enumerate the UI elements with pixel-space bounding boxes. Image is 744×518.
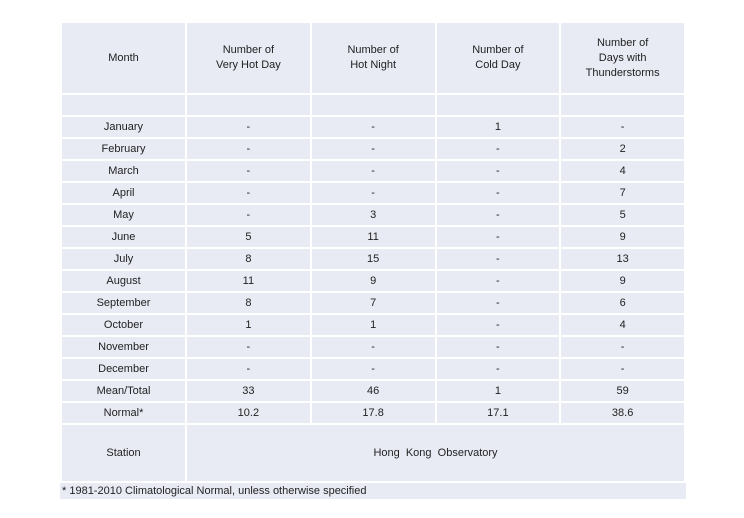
header-spacer-row (62, 95, 684, 115)
cell-very-hot-day: - (187, 117, 310, 137)
cell-hot-night: - (312, 359, 435, 379)
cell-hot-night: 11 (312, 227, 435, 247)
cell-thunderstorms: 5 (561, 205, 684, 225)
cell-thunderstorms: 4 (561, 161, 684, 181)
table-row (62, 205, 684, 225)
header-very-hot-day: Number of Very Hot Day (187, 23, 310, 93)
table-row (62, 117, 684, 137)
table-row (62, 359, 684, 379)
cell-very-hot-day: - (187, 183, 310, 203)
cell-thunderstorms: 6 (561, 293, 684, 313)
cell-month: January (62, 117, 185, 137)
header-cold-day: Number of Cold Day (437, 23, 560, 93)
station-value: Hong Kong Observatory (187, 425, 684, 481)
cell-cold-day: - (437, 227, 560, 247)
table-row (62, 293, 684, 313)
cell-thunderstorms: 59 (561, 381, 684, 401)
cell-very-hot-day: - (187, 139, 310, 159)
cell-thunderstorms: - (561, 117, 684, 137)
cell-cold-day: - (437, 205, 560, 225)
cell-very-hot-day: 8 (187, 293, 310, 313)
cell-month: December (62, 359, 185, 379)
cell-very-hot-day: 1 (187, 315, 310, 335)
cell-hot-night: 1 (312, 315, 435, 335)
cell-month: March (62, 161, 185, 181)
climate-table-container (60, 23, 686, 499)
cell-month: July (62, 249, 185, 269)
header-month: Month (62, 23, 185, 93)
cell-month: June (62, 227, 185, 247)
cell-cold-day: - (437, 271, 560, 291)
table-row (62, 183, 684, 203)
cell-hot-night: - (312, 337, 435, 357)
cell-cold-day: - (437, 293, 560, 313)
cell-hot-night: - (312, 139, 435, 159)
cell-hot-night: 3 (312, 205, 435, 225)
cell-hot-night: - (312, 183, 435, 203)
table-row (62, 381, 684, 401)
cell-hot-night: 9 (312, 271, 435, 291)
table-row (62, 337, 684, 357)
cell-thunderstorms: 2 (561, 139, 684, 159)
cell-thunderstorms: - (561, 337, 684, 357)
cell-very-hot-day: 11 (187, 271, 310, 291)
table-row (62, 271, 684, 291)
cell-very-hot-day: - (187, 161, 310, 181)
cell-very-hot-day: 33 (187, 381, 310, 401)
cell-thunderstorms: 13 (561, 249, 684, 269)
cell-cold-day: - (437, 249, 560, 269)
station-label: Station (62, 425, 185, 481)
cell-hot-night: 7 (312, 293, 435, 313)
cell-very-hot-day: - (187, 205, 310, 225)
cell-thunderstorms: 4 (561, 315, 684, 335)
cell-cold-day: - (437, 183, 560, 203)
cell-cold-day: - (437, 139, 560, 159)
cell-very-hot-day: - (187, 359, 310, 379)
cell-very-hot-day: - (187, 337, 310, 357)
climate-table (60, 21, 686, 483)
cell-thunderstorms: 9 (561, 271, 684, 291)
header-spacer-cell (62, 95, 185, 115)
header-hot-night: Number of Hot Night (312, 23, 435, 93)
table-row (62, 139, 684, 159)
cell-hot-night: - (312, 161, 435, 181)
header-spacer-cell (187, 95, 310, 115)
cell-cold-day: - (437, 161, 560, 181)
table-row (62, 227, 684, 247)
table-row (62, 161, 684, 181)
cell-cold-day: - (437, 359, 560, 379)
cell-month: February (62, 139, 185, 159)
cell-hot-night: 46 (312, 381, 435, 401)
cell-month: August (62, 271, 185, 291)
cell-very-hot-day: 10.2 (187, 403, 310, 423)
footnote: * 1981-2010 Climatological Normal, unless otherwise specified (60, 483, 686, 499)
cell-thunderstorms: 9 (561, 227, 684, 247)
cell-very-hot-day: 8 (187, 249, 310, 269)
cell-cold-day: - (437, 315, 560, 335)
cell-cold-day: 1 (437, 381, 560, 401)
cell-month: September (62, 293, 185, 313)
cell-month: April (62, 183, 185, 203)
cell-month: November (62, 337, 185, 357)
cell-hot-night: 15 (312, 249, 435, 269)
table-row (62, 403, 684, 423)
header-spacer-cell (312, 95, 435, 115)
cell-month: October (62, 315, 185, 335)
header-spacer-cell (437, 95, 560, 115)
cell-thunderstorms: 38.6 (561, 403, 684, 423)
cell-month: May (62, 205, 185, 225)
cell-month: Mean/Total (62, 381, 185, 401)
table-row (62, 249, 684, 269)
cell-month: Normal* (62, 403, 185, 423)
table-row (62, 315, 684, 335)
cell-hot-night: 17.8 (312, 403, 435, 423)
cell-cold-day: 1 (437, 117, 560, 137)
header-thunderstorms: Number of Days with Thunderstorms (561, 23, 684, 93)
header-spacer-cell (561, 95, 684, 115)
cell-very-hot-day: 5 (187, 227, 310, 247)
cell-thunderstorms: 7 (561, 183, 684, 203)
cell-cold-day: - (437, 337, 560, 357)
cell-hot-night: - (312, 117, 435, 137)
cell-thunderstorms: - (561, 359, 684, 379)
header-row (62, 23, 684, 93)
station-row (62, 425, 684, 481)
cell-cold-day: 17.1 (437, 403, 560, 423)
